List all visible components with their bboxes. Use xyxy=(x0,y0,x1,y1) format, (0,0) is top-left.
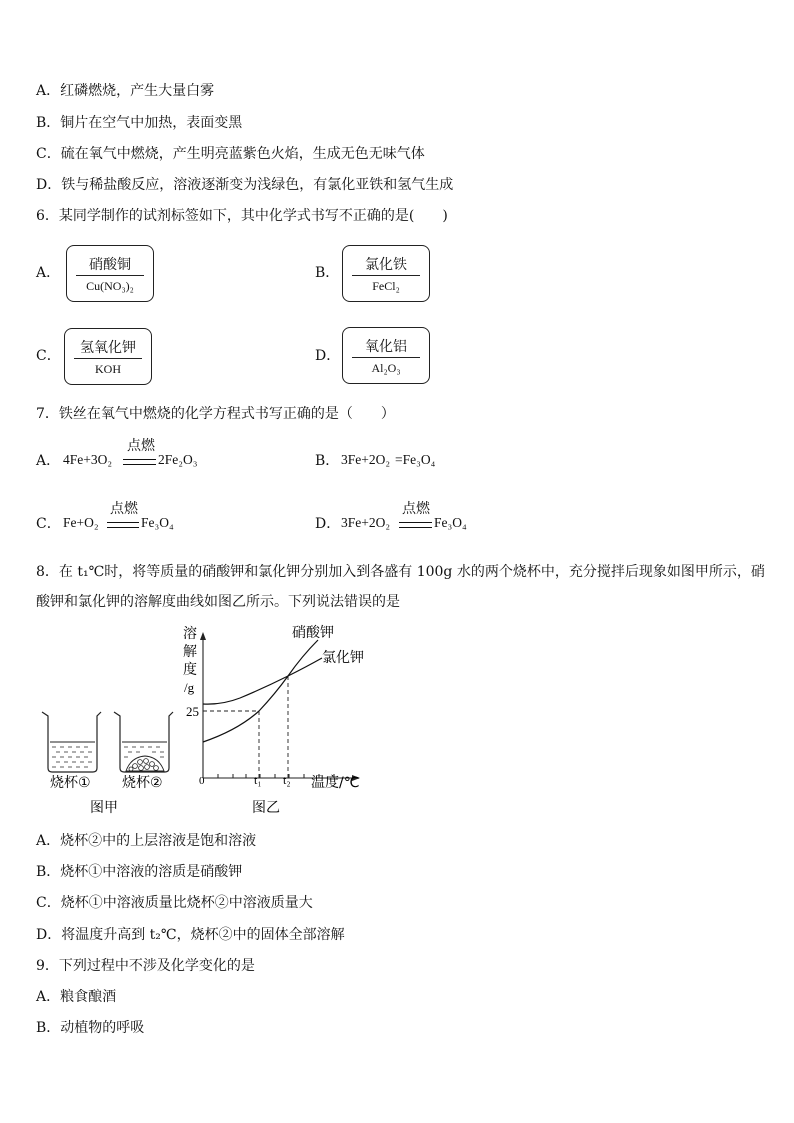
beaker-2-label: 烧杯② xyxy=(122,775,163,791)
label-name: 氧化铝 xyxy=(365,339,407,355)
series-kcl-label: 氯化钾 xyxy=(322,650,364,666)
q7-option-c-rhs: Fe₃O₄ xyxy=(141,515,174,530)
q5-option-d: D．铁与稀盐酸反应，溶液逐渐变为浅绿色，有氯化亚铁和氢气生成 xyxy=(36,177,454,193)
q6-label-b xyxy=(342,245,430,302)
beaker-1-label: 烧杯① xyxy=(50,775,91,791)
q9-option-b: B．动植物的呼吸 xyxy=(36,1020,145,1036)
y-tick-25: 25 xyxy=(186,704,199,719)
y-axis-arrow xyxy=(200,632,206,640)
q7-option-c-equals xyxy=(107,522,139,528)
q7-option-d-letter: D． xyxy=(315,516,341,532)
q5-option-b: B．铜片在空气中加热，表面变黑 xyxy=(36,115,243,131)
q7-option-a-lhs: 4Fe+3O₂ xyxy=(63,452,113,467)
label-formula: KOH xyxy=(95,362,121,376)
label-divider xyxy=(74,358,142,359)
q6-label-c xyxy=(64,328,152,385)
q8-stem-line1: 8．在 t₁℃时，将等质量的硝酸钾和氯化钾分别加入到各盛有 100g 水的两个烧杯中，充分搅拌后现象如图甲所示，硝 xyxy=(36,564,765,580)
q7-option-c-condition: 点燃 xyxy=(110,501,138,517)
q7-option-a-letter: A． xyxy=(36,453,61,469)
label-divider xyxy=(76,275,144,276)
figure-b-caption: 图乙 xyxy=(252,800,280,816)
y-label-char-4: /g xyxy=(184,680,195,695)
q7-option-a-equals xyxy=(123,459,156,465)
x-tick-t2: t₂ xyxy=(283,773,291,787)
q6-option-c-letter: C． xyxy=(36,348,61,364)
label-formula: Al₂O₃ xyxy=(371,361,401,375)
q8-option-d: D．将温度升高到 t₂℃，烧杯②中的固体全部溶解 xyxy=(36,927,345,943)
q7-option-d-condition: 点燃 xyxy=(402,501,430,517)
beaker-1 xyxy=(42,712,101,772)
q8-option-b: B．烧杯①中溶液的溶质是硝酸钾 xyxy=(36,864,243,880)
origin-label: 0 xyxy=(199,775,205,787)
q7-option-a-rhs: 2Fe₂O₃ xyxy=(158,452,198,467)
series-kcl-curve xyxy=(203,658,322,704)
series-kno3-label: 硝酸钾 xyxy=(292,625,334,641)
q7-option-d-lhs: 3Fe+2O₂ xyxy=(341,515,391,530)
q6-label-d xyxy=(342,327,430,384)
q8-option-a: A．烧杯②中的上层溶液是饱和溶液 xyxy=(36,833,257,849)
q5-option-a: A．红磷燃烧，产生大量白雾 xyxy=(36,83,215,99)
x-tick-t1: t₁ xyxy=(254,773,262,787)
label-formula: Cu(NO₃)₂ xyxy=(86,279,134,293)
series-kno3-curve xyxy=(203,640,318,742)
figure-a-caption: 图甲 xyxy=(90,800,118,816)
q9-stem: 9．下列过程中不涉及化学变化的是 xyxy=(36,958,255,974)
q5-option-c: C．硫在氧气中燃烧，产生明亮蓝紫色火焰，生成无色无味气体 xyxy=(36,146,425,162)
q8-stem-line2: 酸钾和氯化钾的溶解度曲线如图乙所示。下列说法错误的是 xyxy=(36,594,400,610)
q6-option-b-letter: B． xyxy=(315,265,340,281)
q6-stem: 6．某同学制作的试剂标签如下，其中化学式书写不正确的是( ) xyxy=(36,208,448,224)
q7-option-c-letter: C． xyxy=(36,516,61,532)
y-label-char-3: 度 xyxy=(183,662,197,678)
label-name: 氯化铁 xyxy=(365,257,407,273)
label-divider xyxy=(352,357,420,358)
q7-option-b-rhs: =Fe₃O₄ xyxy=(395,452,436,467)
x-axis-label: 温度/℃ xyxy=(311,775,360,791)
q8-option-c: C．烧杯①中溶液质量比烧杯②中溶液质量大 xyxy=(36,895,313,911)
beaker-2 xyxy=(114,712,173,772)
q7-option-d-equals xyxy=(399,522,432,528)
q8-figure xyxy=(0,620,794,840)
q7-option-b-lhs: 3Fe+2O₂ xyxy=(341,452,391,467)
q6-option-a-letter: A． xyxy=(36,265,61,281)
q7-option-b-letter: B． xyxy=(315,453,340,469)
label-name: 硝酸铜 xyxy=(89,257,131,273)
label-divider xyxy=(352,275,420,276)
q6-label-a xyxy=(66,245,154,302)
q7-option-a-condition: 点燃 xyxy=(127,438,155,454)
label-formula: FeCl₂ xyxy=(372,279,400,293)
q7-option-c-lhs: Fe+O₂ xyxy=(63,515,99,530)
label-name: 氢氧化钾 xyxy=(80,340,136,356)
q9-option-a: A．粮食酿酒 xyxy=(36,989,117,1005)
q7-option-d-rhs: Fe₃O₄ xyxy=(434,515,467,530)
q7-stem: 7．铁丝在氧气中燃烧的化学方程式书写正确的是（ ） xyxy=(36,406,395,422)
y-label-char-1: 溶 xyxy=(183,626,197,642)
y-label-char-2: 解 xyxy=(183,644,197,660)
q6-option-d-letter: D． xyxy=(315,348,341,364)
solubility-chart xyxy=(183,624,364,791)
